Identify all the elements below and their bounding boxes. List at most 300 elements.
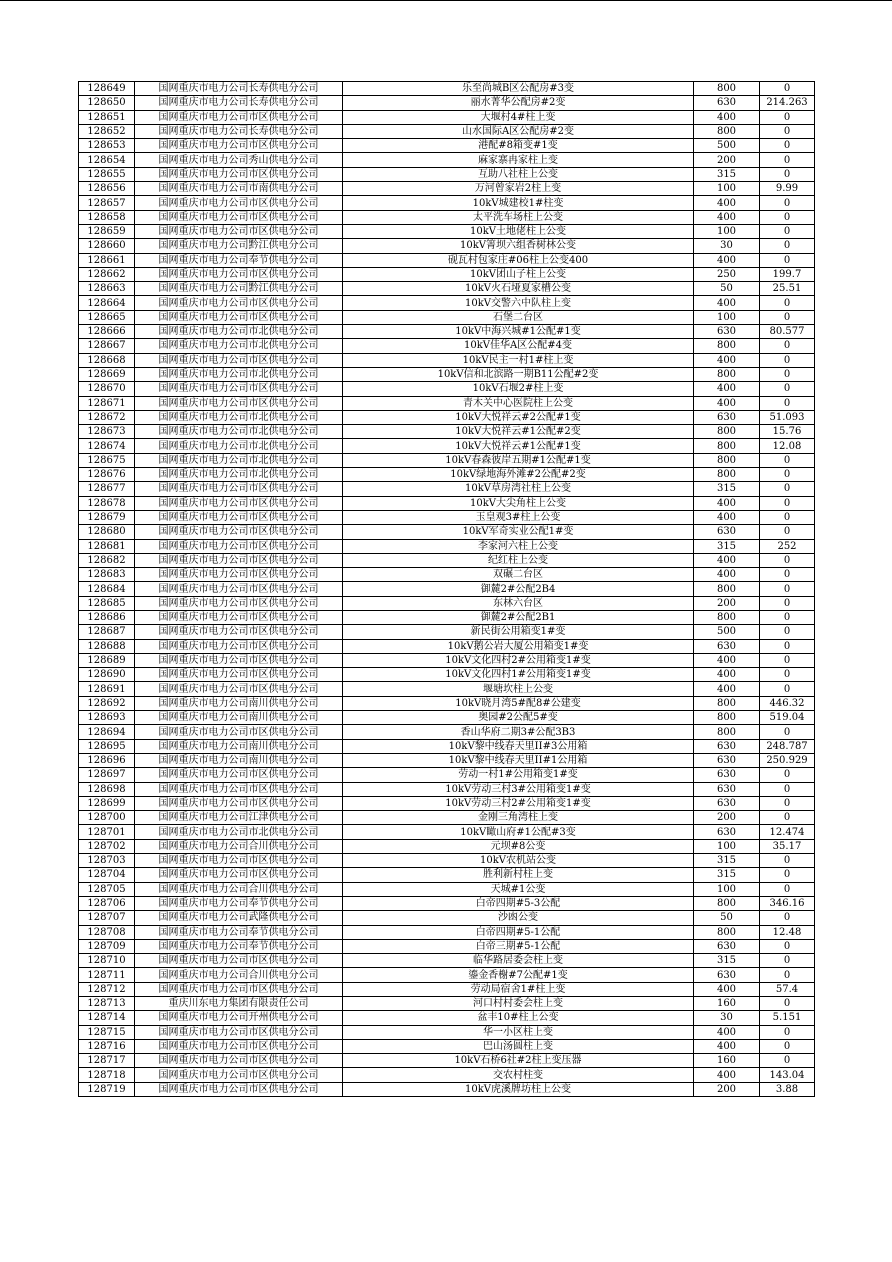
- company-cell: 国网重庆市电力公司奉节供电分公司: [135, 939, 343, 953]
- company-cell: 国网重庆市电力公司市区供电分公司: [135, 539, 343, 553]
- transformer-name-cell: 石堡二台区: [343, 310, 694, 324]
- capacity-cell: 315: [694, 167, 760, 181]
- record-id-cell: 128688: [79, 639, 135, 653]
- value-cell: 0: [760, 1054, 815, 1068]
- record-id-cell: 128713: [79, 997, 135, 1011]
- value-cell: 0: [760, 1025, 815, 1039]
- value-cell: 0: [760, 167, 815, 181]
- record-id-cell: 128667: [79, 339, 135, 353]
- transformer-name-cell: 山水国际A区公配房#2变: [343, 124, 694, 138]
- table-row: [79, 625, 815, 639]
- table-row: [79, 453, 815, 467]
- table-row: [79, 725, 815, 739]
- record-id-cell: 128683: [79, 568, 135, 582]
- capacity-cell: 100: [694, 839, 760, 853]
- record-id-cell: 128654: [79, 153, 135, 167]
- table-row: [79, 896, 815, 910]
- company-cell: 重庆川东电力集团有限责任公司: [135, 997, 343, 1011]
- transformer-name-cell: 10kV鹅公岩大厦公用箱变1#变: [343, 639, 694, 653]
- transformer-name-cell: 10kV城建校1#柱变: [343, 196, 694, 210]
- value-cell: 0: [760, 1039, 815, 1053]
- transformer-name-cell: 白帝四期#5-1公配: [343, 925, 694, 939]
- table-row: [79, 1082, 815, 1096]
- value-cell: 25.51: [760, 282, 815, 296]
- capacity-cell: 400: [694, 496, 760, 510]
- table-row: [79, 239, 815, 253]
- value-cell: 80.577: [760, 325, 815, 339]
- capacity-cell: 400: [694, 396, 760, 410]
- value-cell: 0: [760, 196, 815, 210]
- company-cell: 国网重庆市电力公司市区供电分公司: [135, 568, 343, 582]
- capacity-cell: 400: [694, 296, 760, 310]
- record-id-cell: 128652: [79, 124, 135, 138]
- capacity-cell: 630: [694, 939, 760, 953]
- company-cell: 国网重庆市电力公司南川供电分公司: [135, 711, 343, 725]
- company-cell: 国网重庆市电力公司市区供电分公司: [135, 224, 343, 238]
- capacity-cell: 800: [694, 367, 760, 381]
- table-row: [79, 510, 815, 524]
- transformer-name-cell: 10kV团山子柱上公变: [343, 267, 694, 281]
- table-row: [79, 139, 815, 153]
- value-cell: 9.99: [760, 182, 815, 196]
- table-row: [79, 253, 815, 267]
- company-cell: 国网重庆市电力公司市区供电分公司: [135, 982, 343, 996]
- transformer-name-cell: 御麓2#公配2B1: [343, 610, 694, 624]
- capacity-cell: 30: [694, 239, 760, 253]
- capacity-cell: 400: [694, 682, 760, 696]
- capacity-cell: 160: [694, 997, 760, 1011]
- record-id-cell: 128668: [79, 353, 135, 367]
- value-cell: 214.263: [760, 96, 815, 110]
- capacity-cell: 200: [694, 1082, 760, 1096]
- record-id-cell: 128651: [79, 110, 135, 124]
- transformer-name-cell: 奥园#2公配5#变: [343, 711, 694, 725]
- capacity-cell: 800: [694, 339, 760, 353]
- value-cell: 143.04: [760, 1068, 815, 1082]
- company-cell: 国网重庆市电力公司合川供电分公司: [135, 968, 343, 982]
- value-cell: 0: [760, 310, 815, 324]
- transformer-name-cell: 10kV信和北滨路一期B11公配#2变: [343, 367, 694, 381]
- value-cell: 0: [760, 811, 815, 825]
- capacity-cell: 630: [694, 753, 760, 767]
- capacity-cell: 400: [694, 353, 760, 367]
- table-row: [79, 796, 815, 810]
- transformer-name-cell: 双碾二台区: [343, 568, 694, 582]
- capacity-cell: 400: [694, 382, 760, 396]
- table-row: [79, 539, 815, 553]
- transformer-name-cell: 巴山汤圆柱上变: [343, 1039, 694, 1053]
- transformer-name-cell: 10kV大悦祥云#1公配#1变: [343, 439, 694, 453]
- company-cell: 国网重庆市电力公司奉节供电分公司: [135, 925, 343, 939]
- company-cell: 国网重庆市电力公司市区供电分公司: [135, 110, 343, 124]
- company-cell: 国网重庆市电力公司奉节供电分公司: [135, 253, 343, 267]
- value-cell: 0: [760, 639, 815, 653]
- capacity-cell: 800: [694, 124, 760, 138]
- transformer-name-cell: 纪红柱上公变: [343, 553, 694, 567]
- transformer-name-cell: 劳动一村1#公用箱变1#变: [343, 768, 694, 782]
- capacity-cell: 800: [694, 82, 760, 96]
- company-cell: 国网重庆市电力公司武隆供电分公司: [135, 911, 343, 925]
- company-cell: 国网重庆市电力公司长寿供电分公司: [135, 82, 343, 96]
- capacity-cell: 160: [694, 1054, 760, 1068]
- capacity-cell: 400: [694, 1025, 760, 1039]
- transformer-name-cell: 10kV箐坝六组香树林公变: [343, 239, 694, 253]
- transformer-name-cell: 元坝#8公变: [343, 839, 694, 853]
- capacity-cell: 400: [694, 253, 760, 267]
- table-row: [79, 696, 815, 710]
- record-id-cell: 128673: [79, 425, 135, 439]
- record-id-cell: 128706: [79, 896, 135, 910]
- table-row: [79, 82, 815, 96]
- value-cell: 0: [760, 253, 815, 267]
- transformer-name-cell: 新民街公用箱变1#变: [343, 625, 694, 639]
- transformer-name-cell: 10kV大悦祥云#2公配#1变: [343, 410, 694, 424]
- capacity-cell: 800: [694, 610, 760, 624]
- table-row: [79, 224, 815, 238]
- table-row: [79, 196, 815, 210]
- record-id-cell: 128717: [79, 1054, 135, 1068]
- value-cell: 0: [760, 553, 815, 567]
- capacity-cell: 630: [694, 768, 760, 782]
- record-id-cell: 128687: [79, 625, 135, 639]
- capacity-cell: 200: [694, 596, 760, 610]
- table-row: [79, 267, 815, 281]
- capacity-cell: 315: [694, 954, 760, 968]
- value-cell: 0: [760, 82, 815, 96]
- record-id-cell: 128709: [79, 939, 135, 953]
- record-id-cell: 128712: [79, 982, 135, 996]
- company-cell: 国网重庆市电力公司南川供电分公司: [135, 739, 343, 753]
- capacity-cell: 630: [694, 525, 760, 539]
- value-cell: 0: [760, 153, 815, 167]
- record-id-cell: 128707: [79, 911, 135, 925]
- record-id-cell: 128718: [79, 1068, 135, 1082]
- value-cell: 0: [760, 353, 815, 367]
- record-id-cell: 128696: [79, 753, 135, 767]
- value-cell: 0: [760, 854, 815, 868]
- record-id-cell: 128657: [79, 196, 135, 210]
- value-cell: 0: [760, 997, 815, 1011]
- value-cell: 199.7: [760, 267, 815, 281]
- capacity-cell: 200: [694, 153, 760, 167]
- table-row: [79, 1025, 815, 1039]
- company-cell: 国网重庆市电力公司市区供电分公司: [135, 854, 343, 868]
- transformer-name-cell: 10kV绿地海外滩#2公配#2变: [343, 468, 694, 482]
- company-cell: 国网重庆市电力公司市区供电分公司: [135, 768, 343, 782]
- table-row: [79, 1039, 815, 1053]
- record-id-cell: 128689: [79, 653, 135, 667]
- value-cell: 12.474: [760, 825, 815, 839]
- table-row: [79, 1011, 815, 1025]
- capacity-cell: 630: [694, 325, 760, 339]
- record-id-cell: 128686: [79, 610, 135, 624]
- value-cell: 0: [760, 339, 815, 353]
- capacity-cell: 800: [694, 725, 760, 739]
- capacity-cell: 200: [694, 811, 760, 825]
- company-cell: 国网重庆市电力公司市北供电分公司: [135, 325, 343, 339]
- transformer-name-cell: 堰塘坎柱上公变: [343, 682, 694, 696]
- record-id-cell: 128674: [79, 439, 135, 453]
- company-cell: 国网重庆市电力公司市区供电分公司: [135, 1025, 343, 1039]
- company-cell: 国网重庆市电力公司奉节供电分公司: [135, 896, 343, 910]
- table-row: [79, 596, 815, 610]
- value-cell: 250.929: [760, 753, 815, 767]
- table-row: [79, 711, 815, 725]
- capacity-cell: 800: [694, 696, 760, 710]
- table-row: [79, 753, 815, 767]
- table-row: [79, 153, 815, 167]
- company-cell: 国网重庆市电力公司市区供电分公司: [135, 596, 343, 610]
- company-cell: 国网重庆市电力公司市区供电分公司: [135, 1039, 343, 1053]
- value-cell: 248.787: [760, 739, 815, 753]
- record-id-cell: 128714: [79, 1011, 135, 1025]
- table-row: [79, 339, 815, 353]
- company-cell: 国网重庆市电力公司市区供电分公司: [135, 1082, 343, 1096]
- value-cell: 0: [760, 239, 815, 253]
- value-cell: 0: [760, 224, 815, 238]
- company-cell: 国网重庆市电力公司市区供电分公司: [135, 639, 343, 653]
- table-row: [79, 396, 815, 410]
- record-id-cell: 128682: [79, 553, 135, 567]
- table-row: [79, 954, 815, 968]
- record-id-cell: 128708: [79, 925, 135, 939]
- value-cell: 0: [760, 610, 815, 624]
- value-cell: 0: [760, 968, 815, 982]
- transformer-name-cell: 李家河六柱上公变: [343, 539, 694, 553]
- table-row: [79, 639, 815, 653]
- transformer-name-cell: 临华路居委会柱上变: [343, 954, 694, 968]
- table-row: [79, 425, 815, 439]
- value-cell: 0: [760, 954, 815, 968]
- table-row: [79, 839, 815, 853]
- record-id-cell: 128676: [79, 468, 135, 482]
- transformer-name-cell: 玉皇观3#柱上公变: [343, 510, 694, 524]
- transformer-name-cell: 10kV军奇实业公配1#变: [343, 525, 694, 539]
- value-cell: 35.17: [760, 839, 815, 853]
- transformer-name-cell: 10kV交警六中队柱上变: [343, 296, 694, 310]
- value-cell: 5.151: [760, 1011, 815, 1025]
- capacity-cell: 400: [694, 568, 760, 582]
- record-id-cell: 128680: [79, 525, 135, 539]
- table-row: [79, 296, 815, 310]
- table-row: [79, 210, 815, 224]
- company-cell: 国网重庆市电力公司开州供电分公司: [135, 1011, 343, 1025]
- capacity-cell: 630: [694, 96, 760, 110]
- record-id-cell: 128691: [79, 682, 135, 696]
- transformer-name-cell: 鎏金香榭#7公配#1变: [343, 968, 694, 982]
- value-cell: 0: [760, 367, 815, 381]
- company-cell: 国网重庆市电力公司长寿供电分公司: [135, 124, 343, 138]
- company-cell: 国网重庆市电力公司市区供电分公司: [135, 396, 343, 410]
- value-cell: 0: [760, 682, 815, 696]
- transformer-name-cell: 10kV晓月湾5#配8#公建变: [343, 696, 694, 710]
- capacity-cell: 630: [694, 782, 760, 796]
- value-cell: 0: [760, 668, 815, 682]
- value-cell: 0: [760, 496, 815, 510]
- value-cell: 0: [760, 582, 815, 596]
- value-cell: 0: [760, 911, 815, 925]
- record-id-cell: 128681: [79, 539, 135, 553]
- table-row: [79, 768, 815, 782]
- capacity-cell: 800: [694, 582, 760, 596]
- table-row: [79, 325, 815, 339]
- company-cell: 国网重庆市电力公司市区供电分公司: [135, 382, 343, 396]
- value-cell: 519.04: [760, 711, 815, 725]
- company-cell: 国网重庆市电力公司市区供电分公司: [135, 353, 343, 367]
- capacity-cell: 400: [694, 982, 760, 996]
- transformer-name-cell: 乐至尚城B区公配房#3变: [343, 82, 694, 96]
- company-cell: 国网重庆市电力公司市区供电分公司: [135, 482, 343, 496]
- record-id-cell: 128711: [79, 968, 135, 982]
- transformer-name-cell: 丽水菁华公配房#2变: [343, 96, 694, 110]
- transformer-name-cell: 10kV火石垭夏家槽公变: [343, 282, 694, 296]
- table-row: [79, 811, 815, 825]
- company-cell: 国网重庆市电力公司市北供电分公司: [135, 453, 343, 467]
- company-cell: 国网重庆市电力公司市北供电分公司: [135, 825, 343, 839]
- capacity-cell: 400: [694, 653, 760, 667]
- record-id-cell: 128690: [79, 668, 135, 682]
- transformer-name-cell: 10kV土地佬柱上公变: [343, 224, 694, 238]
- record-id-cell: 128703: [79, 854, 135, 868]
- record-id-cell: 128675: [79, 453, 135, 467]
- transformer-name-cell: 沙凼公变: [343, 911, 694, 925]
- table-row: [79, 668, 815, 682]
- record-id-cell: 128658: [79, 210, 135, 224]
- value-cell: 0: [760, 882, 815, 896]
- record-id-cell: 128679: [79, 510, 135, 524]
- table-row: [79, 468, 815, 482]
- record-id-cell: 128677: [79, 482, 135, 496]
- capacity-cell: 500: [694, 625, 760, 639]
- transformer-name-cell: 万河曾家岩2柱上变: [343, 182, 694, 196]
- transformer-name-cell: 砚瓦村包家庄#06柱上公变400: [343, 253, 694, 267]
- record-id-cell: 128655: [79, 167, 135, 181]
- transformer-name-cell: 10kV石桥6社#2柱上变压器: [343, 1054, 694, 1068]
- capacity-cell: 800: [694, 468, 760, 482]
- company-cell: 国网重庆市电力公司市区供电分公司: [135, 954, 343, 968]
- value-cell: 3.88: [760, 1082, 815, 1096]
- record-id-cell: 128716: [79, 1039, 135, 1053]
- record-id-cell: 128672: [79, 410, 135, 424]
- transformer-name-cell: 10kV中海兴城#1公配#1变: [343, 325, 694, 339]
- transformer-name-cell: 大堰村4#柱上变: [343, 110, 694, 124]
- capacity-cell: 800: [694, 453, 760, 467]
- record-id-cell: 128704: [79, 868, 135, 882]
- value-cell: 0: [760, 296, 815, 310]
- transformer-name-cell: 香山华府二期3#公配3B3: [343, 725, 694, 739]
- transformer-name-cell: 10kV草房湾社柱上公变: [343, 482, 694, 496]
- capacity-cell: 30: [694, 1011, 760, 1025]
- transformer-name-cell: 10kV佳华A区公配#4变: [343, 339, 694, 353]
- record-id-cell: 128669: [79, 367, 135, 381]
- capacity-cell: 500: [694, 139, 760, 153]
- record-id-cell: 128705: [79, 882, 135, 896]
- transformer-name-cell: 盆丰10#柱上公变: [343, 1011, 694, 1025]
- table-row: [79, 182, 815, 196]
- company-cell: 国网重庆市电力公司市区供电分公司: [135, 725, 343, 739]
- table-row: [79, 525, 815, 539]
- record-id-cell: 128666: [79, 325, 135, 339]
- transformer-name-cell: 10kV民主一村1#柱上变: [343, 353, 694, 367]
- value-cell: 0: [760, 725, 815, 739]
- capacity-cell: 315: [694, 868, 760, 882]
- company-cell: 国网重庆市电力公司市区供电分公司: [135, 496, 343, 510]
- company-cell: 国网重庆市电力公司市区供电分公司: [135, 553, 343, 567]
- record-id-cell: 128685: [79, 596, 135, 610]
- capacity-cell: 50: [694, 282, 760, 296]
- value-cell: 0: [760, 110, 815, 124]
- table-row: [79, 997, 815, 1011]
- value-cell: 346.16: [760, 896, 815, 910]
- transformer-name-cell: 青木关中心医院柱上公变: [343, 396, 694, 410]
- transformer-name-cell: 金刚三角湾柱上变: [343, 811, 694, 825]
- record-id-cell: 128662: [79, 267, 135, 281]
- company-cell: 国网重庆市电力公司黔江供电分公司: [135, 282, 343, 296]
- record-id-cell: 128653: [79, 139, 135, 153]
- record-id-cell: 128663: [79, 282, 135, 296]
- table-row: [79, 167, 815, 181]
- transformer-name-cell: 劳动局宿舍1#柱上变: [343, 982, 694, 996]
- company-cell: 国网重庆市电力公司江津供电分公司: [135, 811, 343, 825]
- record-id-cell: 128649: [79, 82, 135, 96]
- company-cell: 国网重庆市电力公司南川供电分公司: [135, 753, 343, 767]
- record-id-cell: 128670: [79, 382, 135, 396]
- table-row: [79, 496, 815, 510]
- record-id-cell: 128695: [79, 739, 135, 753]
- page-top-rule: [0, 0, 892, 1]
- company-cell: 国网重庆市电力公司市区供电分公司: [135, 668, 343, 682]
- value-cell: 0: [760, 482, 815, 496]
- table-row: [79, 653, 815, 667]
- transformer-name-cell: 10kV大尖角柱上公变: [343, 496, 694, 510]
- company-cell: 国网重庆市电力公司市北供电分公司: [135, 439, 343, 453]
- transformer-name-cell: 10kV石堰2#柱上变: [343, 382, 694, 396]
- table-row: [79, 410, 815, 424]
- value-cell: 12.08: [760, 439, 815, 453]
- value-cell: 0: [760, 124, 815, 138]
- capacity-cell: 50: [694, 911, 760, 925]
- transformer-name-cell: 港配#8箱变#1变: [343, 139, 694, 153]
- company-cell: 国网重庆市电力公司市区供电分公司: [135, 296, 343, 310]
- company-cell: 国网重庆市电力公司市区供电分公司: [135, 525, 343, 539]
- capacity-cell: 630: [694, 639, 760, 653]
- company-cell: 国网重庆市电力公司市南供电分公司: [135, 182, 343, 196]
- table-row: [79, 310, 815, 324]
- value-cell: 0: [760, 939, 815, 953]
- value-cell: 0: [760, 796, 815, 810]
- table-row: [79, 553, 815, 567]
- table-row: [79, 939, 815, 953]
- transformer-name-cell: 华一小区柱上变: [343, 1025, 694, 1039]
- record-id-cell: 128665: [79, 310, 135, 324]
- record-id-cell: 128697: [79, 768, 135, 782]
- record-id-cell: 128719: [79, 1082, 135, 1096]
- capacity-cell: 400: [694, 196, 760, 210]
- capacity-cell: 100: [694, 310, 760, 324]
- record-id-cell: 128671: [79, 396, 135, 410]
- record-id-cell: 128660: [79, 239, 135, 253]
- table-row: [79, 96, 815, 110]
- table-row: [79, 682, 815, 696]
- company-cell: 国网重庆市电力公司市区供电分公司: [135, 1068, 343, 1082]
- table-row: [79, 868, 815, 882]
- capacity-cell: 400: [694, 210, 760, 224]
- transformer-name-cell: 太平洗车场柱上公变: [343, 210, 694, 224]
- capacity-cell: 630: [694, 739, 760, 753]
- capacity-cell: 630: [694, 968, 760, 982]
- value-cell: 15.76: [760, 425, 815, 439]
- company-cell: 国网重庆市电力公司秀山供电分公司: [135, 153, 343, 167]
